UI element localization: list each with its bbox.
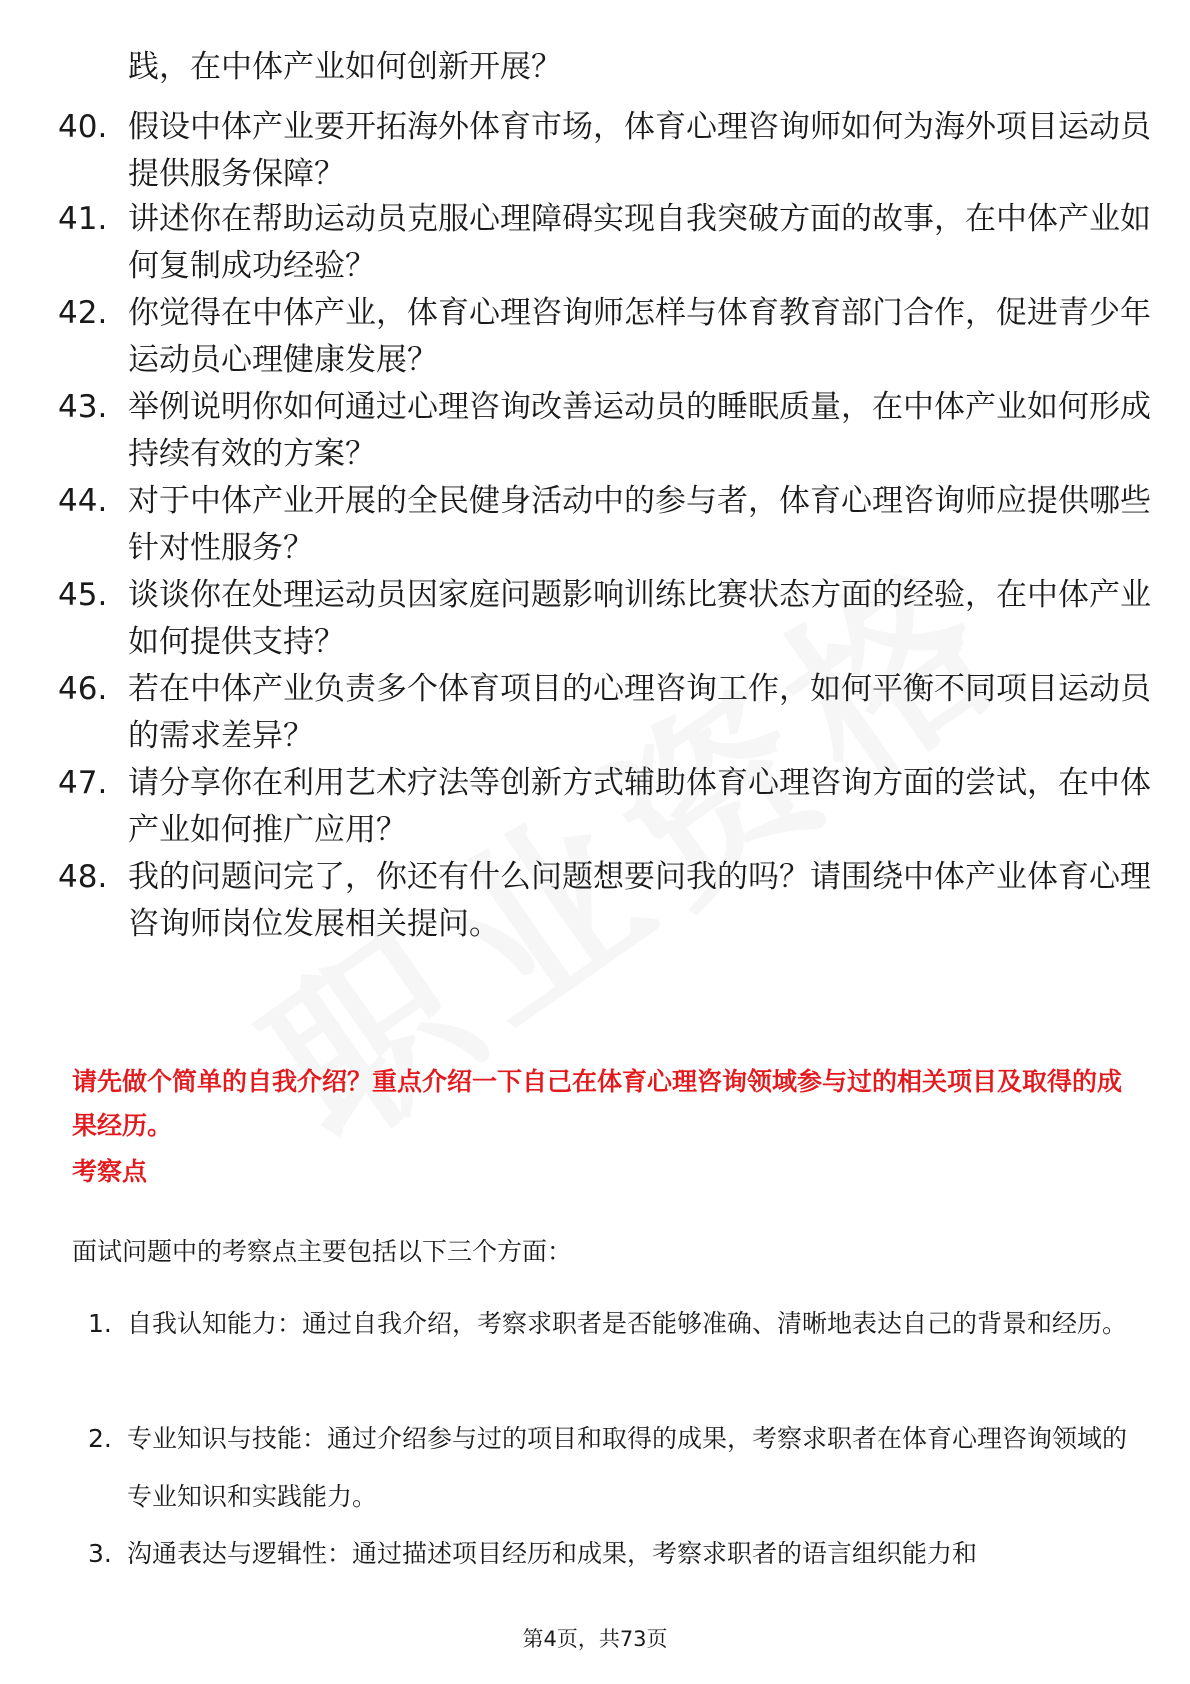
point-number: 1. [88, 1309, 112, 1338]
question-text: 假设中体产业要开拓海外体育市场，体育心理咨询师如何为海外项目运动员提供服务保障？ [128, 109, 1151, 192]
question-text: 践，在中体产业如何创新开展？ [128, 49, 562, 85]
question-number: 44. [58, 483, 108, 519]
question-text: 讲述你在帮助运动员克服心理障碍实现自我突破方面的故事，在中体产业如何复制成功经验？ [128, 201, 1151, 284]
intro-text: 面试问题中的考察点主要包括以下三个方面： [72, 1237, 573, 1266]
question-number: 43. [58, 389, 108, 425]
question-number: 47. [58, 765, 108, 801]
question-text: 对于中体产业开展的全民健身活动中的参与者，体育心理咨询师应提供哪些针对性服务？ [128, 483, 1151, 566]
question-number: 40. [58, 109, 108, 145]
question-text: 你觉得在中体产业，体育心理咨询师怎样与体育教育部门合作，促进青少年运动员心理健康发展？ [128, 295, 1151, 378]
question-text: 若在中体产业负责多个体育项目的心理咨询工作，如何平衡不同项目运动员的需求差异？ [128, 671, 1151, 754]
question-text: 我的问题问完了，你还有什么问题想要问我的吗？请围绕中体产业体育心理咨询师岗位发展相关提问。 [128, 859, 1151, 942]
page-footer: 第4页，共73页 [522, 1627, 668, 1651]
point-text: 自我认知能力：通过自我介绍，考察求职者是否能够准确、清晰地表达自己的背景和经历。 [127, 1309, 1128, 1338]
highlighted-question: 请先做个简单的自我介绍？重点介绍一下自己在体育心理咨询领域参与过的相关项目及取得的成果经历。 [72, 1067, 1123, 1140]
point-number: 3. [88, 1539, 112, 1568]
question-text: 谈谈你在处理运动员因家庭问题影响训练比赛状态方面的经验，在中体产业如何提供支持？ [128, 577, 1151, 660]
point-text: 专业知识与技能：通过介绍参与过的项目和取得的成果，考察求职者在体育心理咨询领域的专业知识和实践能力。 [127, 1424, 1128, 1511]
question-text: 请分享你在利用艺术疗法等创新方式辅助体育心理咨询方面的尝试，在中体产业如何推广应用？ [128, 765, 1151, 848]
question-number: 42. [58, 295, 108, 331]
question-text: 举例说明你如何通过心理咨询改善运动员的睡眠质量，在中体产业如何形成持续有效的方案？ [128, 389, 1151, 472]
question-number: 46. [58, 671, 108, 707]
point-text: 沟通表达与逻辑性：通过描述项目经历和成果，考察求职者的语言组织能力和 [127, 1539, 978, 1568]
question-number: 45. [58, 577, 108, 613]
question-number: 48. [58, 859, 108, 895]
question-number: 41. [58, 201, 108, 237]
point-number: 2. [88, 1424, 112, 1453]
section-title: 考察点 [72, 1157, 148, 1186]
